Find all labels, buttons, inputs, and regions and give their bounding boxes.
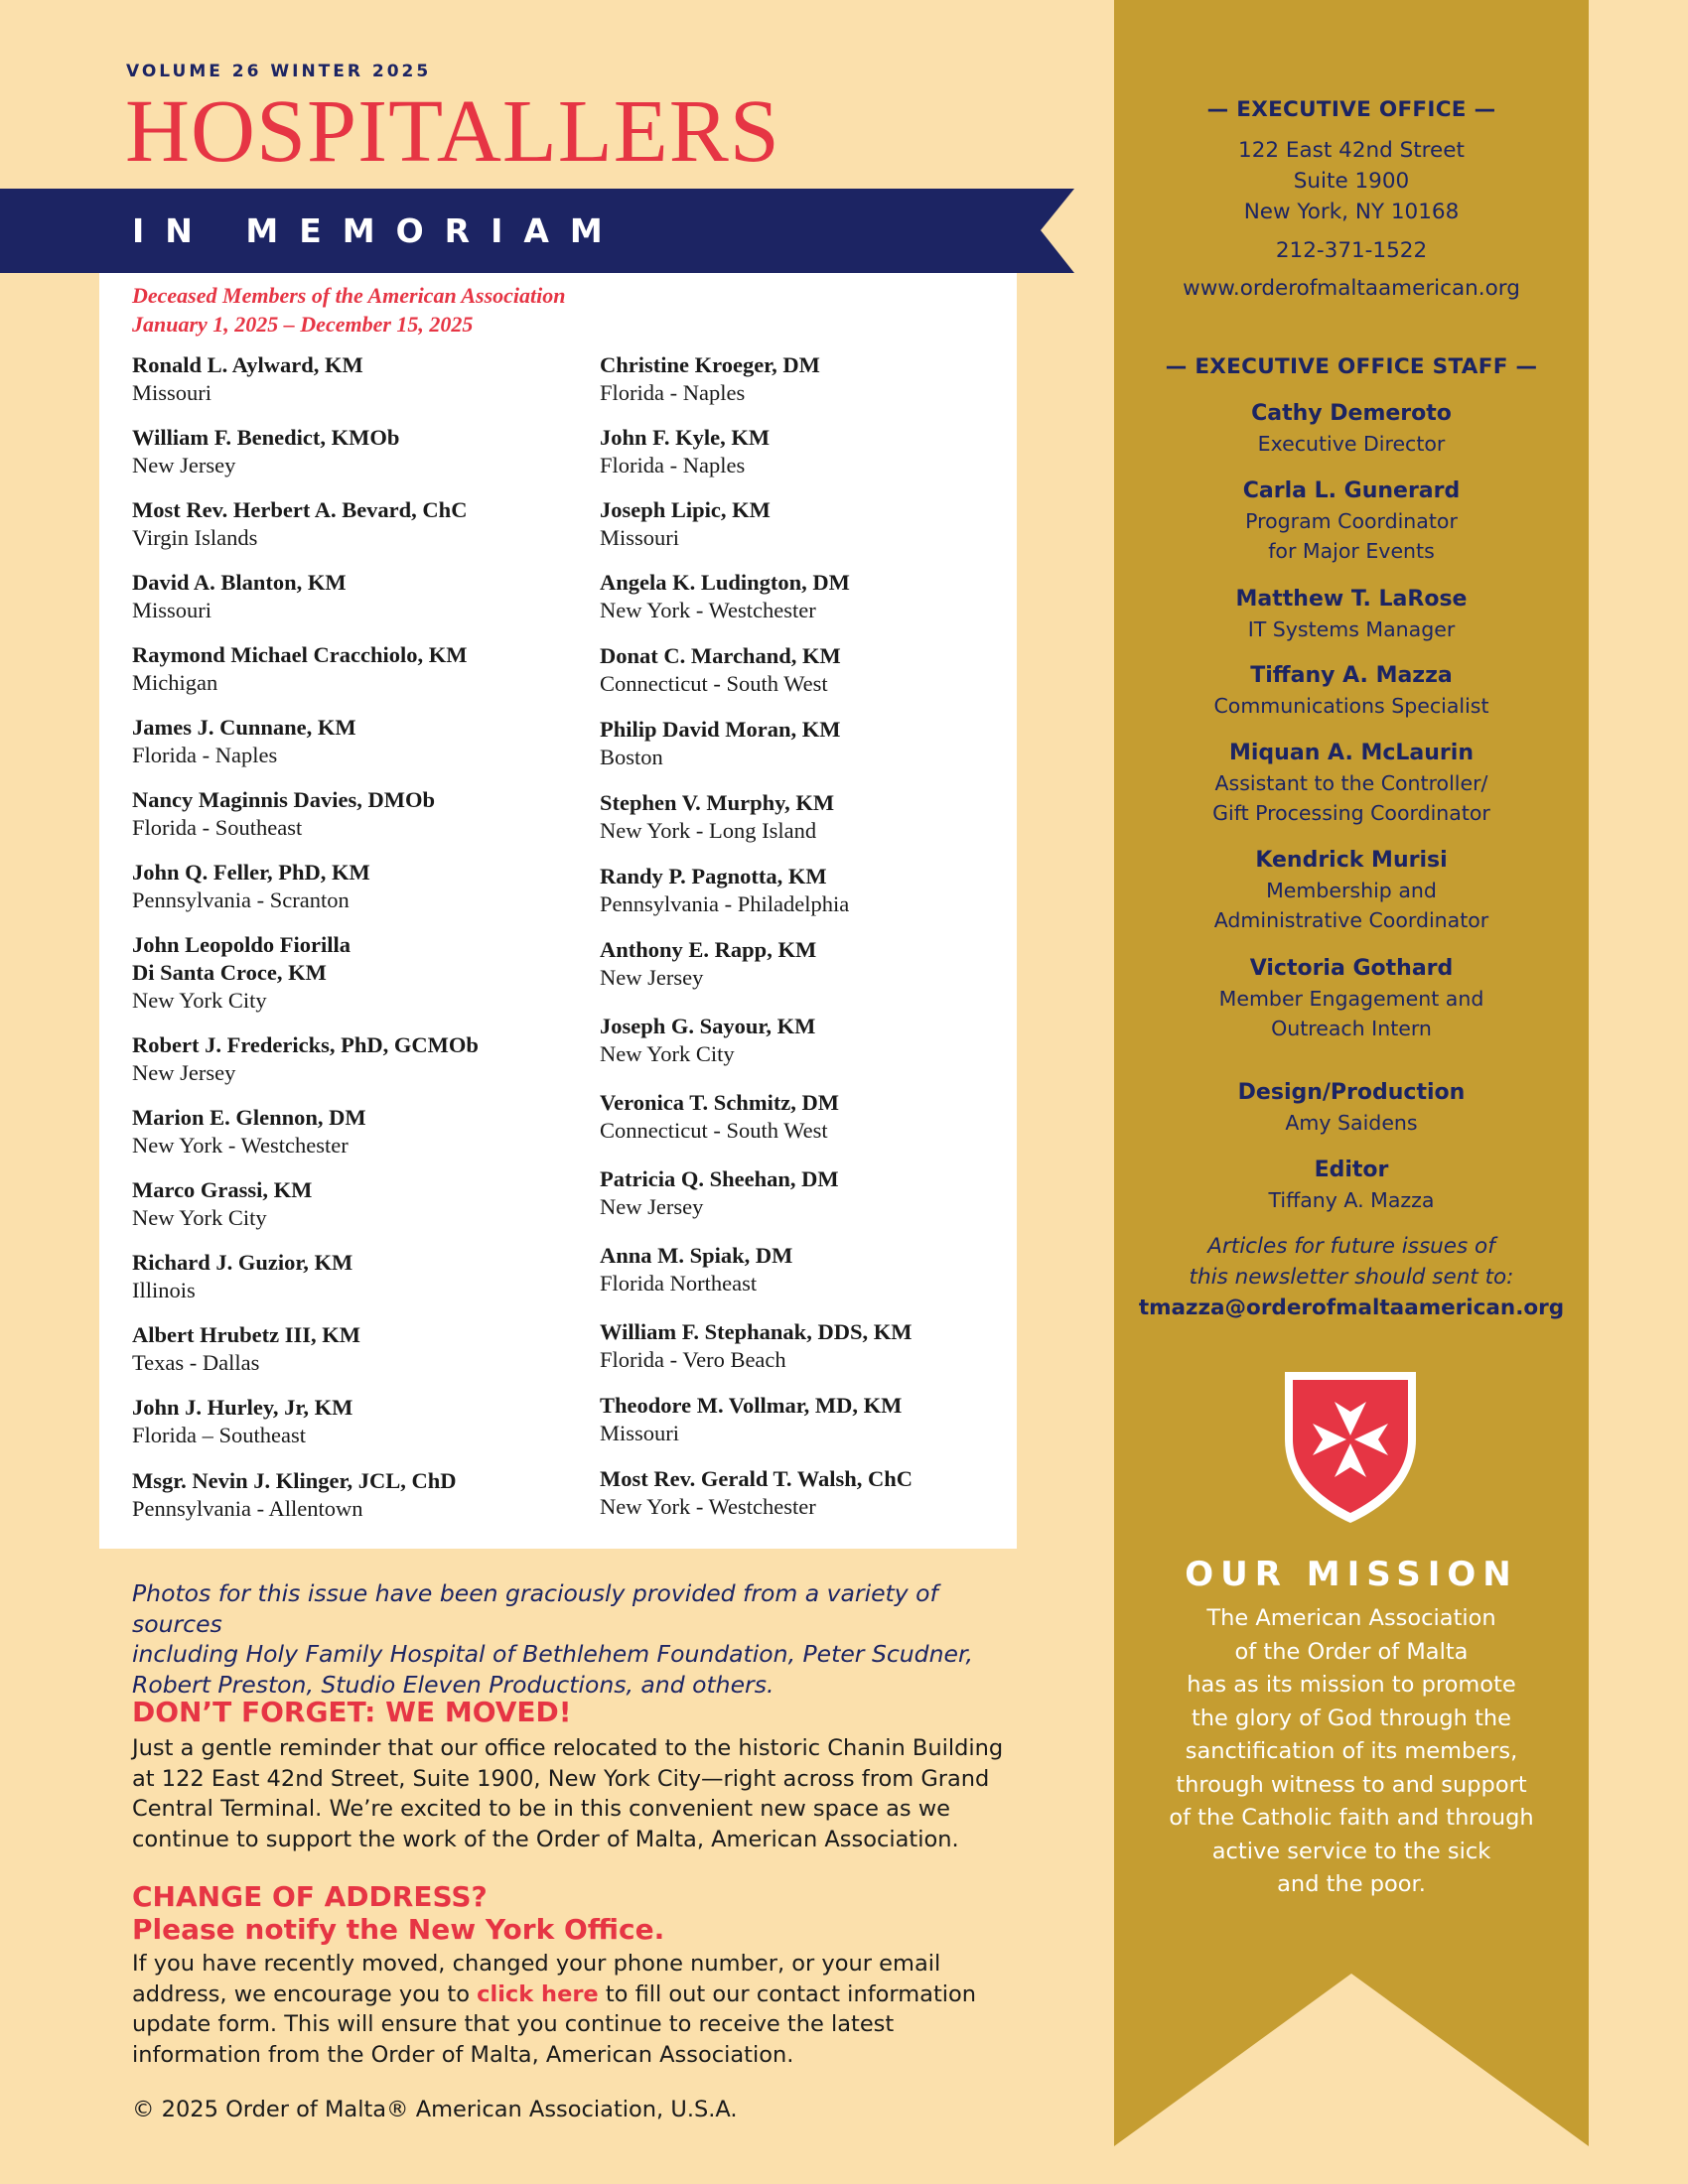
staff-member [1114, 399, 1589, 459]
member-place: Florida - Vero Beach [600, 1347, 786, 1372]
member-name: David A. Blanton, KM [132, 570, 347, 595]
member-place: Pennsylvania - Allentown [132, 1496, 363, 1521]
member-name: Joseph Lipic, KM [600, 497, 771, 522]
staff-name: Carla L. Gunerard [1242, 478, 1461, 503]
mission-line: of the Order of Malta [1234, 1638, 1469, 1665]
mission-line: the glory of God through the [1191, 1705, 1512, 1731]
member-name: Robert J. Fredericks, PhD, GCMOb [132, 1032, 479, 1057]
executive-office-heading: — EXECUTIVE OFFICE — [1206, 97, 1496, 122]
member-place: Connecticut - South West [600, 671, 828, 696]
staff-role: Program Coordinator [1245, 509, 1458, 533]
member-name: Patricia Q. Sheehan, DM [600, 1166, 839, 1191]
member-name: John J. Hurley, Jr, KM [132, 1395, 353, 1420]
member-name: Randy P. Pagnotta, KM [600, 864, 827, 888]
articles-note-line: Articles for future issues of [1207, 1234, 1495, 1259]
staff-name: Victoria Gothard [1249, 956, 1454, 981]
memoriam-entry [132, 931, 351, 1015]
member-name: John Q. Feller, PhD, KM [132, 860, 370, 885]
memoriam-entry [132, 569, 347, 624]
memoriam-entry [132, 1104, 366, 1160]
staff-role: for Major Events [1268, 539, 1435, 563]
address-line: 122 East 42nd Street [1238, 138, 1465, 163]
mission-heading: OUR MISSION [1185, 1555, 1518, 1594]
member-name: Marion E. Glennon, DM [132, 1105, 366, 1130]
memoriam-entry [132, 1321, 360, 1377]
memoriam-entry [600, 1013, 815, 1068]
mission-line: has as its mission to promote [1187, 1672, 1516, 1698]
memoriam-entry [132, 714, 356, 769]
member-name: Christine Kroeger, DM [600, 352, 820, 377]
staff-member [1114, 585, 1589, 644]
member-name: Philip David Moran, KM [600, 717, 841, 742]
memoriam-entry [132, 496, 467, 552]
staff-name: Cathy Demeroto [1251, 401, 1452, 426]
contact-email-link[interactable]: tmazza@orderofmaltaamerican.org [1138, 1296, 1565, 1320]
member-place: New York - Westchester [600, 598, 816, 622]
staff-role: Communications Specialist [1213, 694, 1489, 718]
mission-line: of the Catholic faith and through [1169, 1805, 1534, 1831]
memoriam-entry [600, 642, 841, 698]
member-place: New York City [600, 1041, 735, 1066]
memoriam-entry [132, 1249, 352, 1304]
memoriam-entry [132, 351, 363, 407]
address-change-heading: CHANGE OF ADDRESS? [132, 1880, 488, 1913]
memoriam-entry [132, 424, 399, 479]
member-name: William F. Benedict, KMOb [132, 425, 400, 450]
member-name: James J. Cunnane, KM [132, 715, 356, 740]
staff-role: Administrative Coordinator [1213, 908, 1489, 932]
member-name-continued: Di Santa Croce, KM [132, 960, 327, 985]
address-change-text: address, we encourage you to [132, 1980, 478, 2007]
member-name: Anna M. Spiak, DM [600, 1243, 793, 1268]
memoriam-heading-dates: January 1, 2025 – December 15, 2025 [132, 312, 474, 337]
member-place: New York - Long Island [600, 818, 817, 843]
editor-credit [1114, 1156, 1589, 1215]
member-place: New Jersey [600, 1194, 704, 1219]
staff-name: Matthew T. LaRose [1235, 587, 1468, 612]
memoriam-entry [132, 641, 467, 697]
member-name: Theodore M. Vollmar, MD, KM [600, 1393, 903, 1418]
staff-role: Membership and [1266, 879, 1437, 902]
member-place: Michigan [132, 670, 218, 695]
staff-name: Kendrick Murisi [1255, 848, 1448, 873]
memoriam-entry [132, 859, 370, 914]
photo-credits [132, 1578, 1026, 1700]
staff-name: Miquan A. McLaurin [1229, 741, 1474, 765]
memoriam-entry [600, 936, 816, 992]
staff-member [1114, 477, 1589, 566]
address-change-body [132, 1949, 1026, 2070]
member-place: New Jersey [132, 1060, 236, 1085]
copyright-notice: © 2025 Order of Malta® American Association, U.S.A. [132, 2097, 738, 2122]
member-name: Donat C. Marchand, KM [600, 643, 841, 668]
memoriam-entry [600, 716, 841, 771]
office-address [1114, 135, 1589, 227]
member-place: Virgin Islands [132, 525, 258, 550]
member-place: New York City [132, 988, 267, 1013]
member-name: Nancy Maginnis Davies, DMOb [132, 787, 436, 812]
articles-note-line: this newsletter should sent to: [1189, 1265, 1514, 1290]
member-name: John F. Kyle, KM [600, 425, 771, 450]
design-credit [1114, 1078, 1589, 1138]
website-link[interactable]: www.orderofmaltaamerican.org [1183, 276, 1520, 301]
moved-body [132, 1733, 1026, 1854]
moved-line: Just a gentle reminder that our office relocated to the historic Chanin Building [132, 1735, 1004, 1761]
memoriam-entry [600, 1318, 912, 1374]
member-name: Veronica T. Schmitz, DM [600, 1090, 840, 1115]
member-name: Richard J. Guzior, KM [132, 1250, 353, 1275]
staff-role: Member Engagement and [1218, 987, 1484, 1011]
member-name: Joseph G. Sayour, KM [600, 1014, 816, 1038]
address-change-text: to fill out our contact information [598, 1980, 977, 2007]
staff-role: Executive Director [1257, 432, 1446, 456]
mission-line: and the poor. [1277, 1871, 1426, 1897]
address-line: New York, NY 10168 [1243, 200, 1460, 224]
member-place: Connecticut - South West [600, 1118, 828, 1143]
memoriam-entry [132, 786, 435, 842]
mission-line: through witness to and support [1176, 1771, 1527, 1798]
articles-note [1114, 1231, 1589, 1293]
memoriam-entry [600, 1465, 913, 1521]
member-place: Florida - Naples [600, 380, 746, 405]
member-name: Albert Hrubetz III, KM [132, 1322, 360, 1347]
memoriam-entry [600, 1089, 839, 1145]
office-phone: 212-371-1522 [1275, 238, 1428, 263]
design-label: Design/Production [1237, 1080, 1466, 1105]
mission-line: The American Association [1206, 1605, 1496, 1631]
member-name: Angela K. Ludington, DM [600, 570, 850, 595]
memoriam-entry [600, 789, 834, 845]
member-name: Stephen V. Murphy, KM [600, 790, 835, 815]
staff-member [1114, 954, 1589, 1043]
memoriam-entry [132, 1394, 352, 1449]
click-here-link[interactable]: click here [477, 1980, 599, 2007]
editor-label: Editor [1314, 1158, 1389, 1182]
member-name: William F. Stephanak, DDS, KM [600, 1319, 913, 1344]
photo-credits-line: Photos for this issue have been graciously provided from a variety of sources [132, 1579, 938, 1638]
memoriam-entry [600, 863, 849, 918]
member-place: Pennsylvania - Scranton [132, 887, 350, 912]
member-place: Texas - Dallas [132, 1350, 260, 1375]
member-name: Anthony E. Rapp, KM [600, 937, 817, 962]
photo-credits-line: Robert Preston, Studio Eleven Productions, and others. [132, 1670, 774, 1699]
moved-line: Central Terminal. We’re excited to be in this convenient new space as we [132, 1796, 950, 1822]
member-name: Ronald L. Aylward, KM [132, 352, 363, 377]
member-name: Most Rev. Gerald T. Walsh, ChC [600, 1466, 914, 1491]
moved-line: continue to support the work of the Order of Malta, American Association. [132, 1826, 959, 1852]
memoriam-entry [600, 1165, 839, 1221]
maltese-cross-shield-logo [1281, 1368, 1420, 1527]
address-line: Suite 1900 [1293, 169, 1410, 194]
staff-name: Tiffany A. Mazza [1250, 663, 1453, 688]
editor-name: Tiffany A. Mazza [1268, 1188, 1435, 1212]
member-place: Missouri [132, 380, 212, 405]
address-change-line-with-link [132, 1979, 1026, 2010]
member-place: New Jersey [600, 965, 704, 990]
member-place: Pennsylvania - Philadelphia [600, 891, 850, 916]
staff-role: Gift Processing Coordinator [1212, 801, 1490, 825]
member-place: Missouri [600, 525, 680, 550]
mission-statement [1114, 1602, 1589, 1902]
mission-line: active service to the sick [1211, 1838, 1491, 1864]
memoriam-entry [600, 1392, 902, 1447]
member-place: Florida Northeast [600, 1271, 758, 1296]
member-name: Most Rev. Herbert A. Bevard, ChC [132, 497, 468, 522]
member-place: Florida - Naples [132, 743, 278, 767]
memoriam-entry [600, 424, 770, 479]
member-name: Marco Grassi, KM [132, 1177, 313, 1202]
memoriam-entry [132, 1467, 456, 1523]
member-place: New York - Westchester [600, 1494, 816, 1519]
volume-label: VOLUME 26 WINTER 2025 [126, 62, 432, 81]
staff-role: Outreach Intern [1271, 1017, 1432, 1040]
staff-role: Assistant to the Controller/ [1214, 771, 1488, 795]
memoriam-entry [132, 1176, 312, 1232]
member-place: New York City [132, 1205, 267, 1230]
member-place: Missouri [132, 598, 212, 622]
memoriam-heading [132, 281, 566, 339]
member-place: New Jersey [132, 453, 236, 478]
member-place: New York - Westchester [132, 1133, 349, 1158]
address-change-line: If you have recently moved, changed your phone number, or your email [132, 1951, 941, 1977]
member-name: Msgr. Nevin J. Klinger, JCL, ChD [132, 1468, 457, 1493]
staff-member [1114, 846, 1589, 935]
address-change-line: update form. This will ensure that you continue to receive the latest [132, 2011, 895, 2037]
memoriam-entry [600, 351, 820, 407]
moved-heading: DON’T FORGET: WE MOVED! [132, 1696, 572, 1728]
memoriam-entry [600, 569, 850, 624]
member-place: Florida – Southeast [132, 1423, 306, 1447]
member-place: Florida - Naples [600, 453, 746, 478]
address-change-line: information from the Order of Malta, American Association. [132, 2041, 794, 2068]
address-change-subheading: Please notify the New York Office. [132, 1913, 665, 1946]
memoriam-heading-line1: Deceased Members of the American Association [132, 283, 566, 308]
member-place: Illinois [132, 1278, 196, 1302]
member-place: Boston [600, 745, 663, 769]
staff-member [1114, 739, 1589, 828]
design-name: Amy Saidens [1285, 1111, 1418, 1135]
staff-heading: — EXECUTIVE OFFICE STAFF — [1165, 354, 1538, 379]
member-place: Missouri [600, 1421, 680, 1445]
member-name: John Leopoldo Fiorilla [132, 932, 352, 957]
banner-title: IN MEMORIAM [132, 211, 624, 250]
member-name: Raymond Michael Cracchiolo, KM [132, 642, 468, 667]
staff-member [1114, 661, 1589, 721]
memoriam-entry [132, 1031, 479, 1087]
staff-role: IT Systems Manager [1247, 617, 1456, 641]
moved-line: at 122 East 42nd Street, Suite 1900, New York City—right across from Grand [132, 1765, 990, 1792]
mission-line: sanctification of its members, [1185, 1738, 1518, 1764]
memoriam-entry [600, 1242, 792, 1297]
photo-credits-line: including Holy Family Hospital of Bethlehem Foundation, Peter Scudner, [132, 1640, 973, 1668]
newsletter-title: HOSPITALLERS [125, 82, 780, 181]
memoriam-entry [600, 496, 771, 552]
member-place: Florida - Southeast [132, 815, 303, 840]
